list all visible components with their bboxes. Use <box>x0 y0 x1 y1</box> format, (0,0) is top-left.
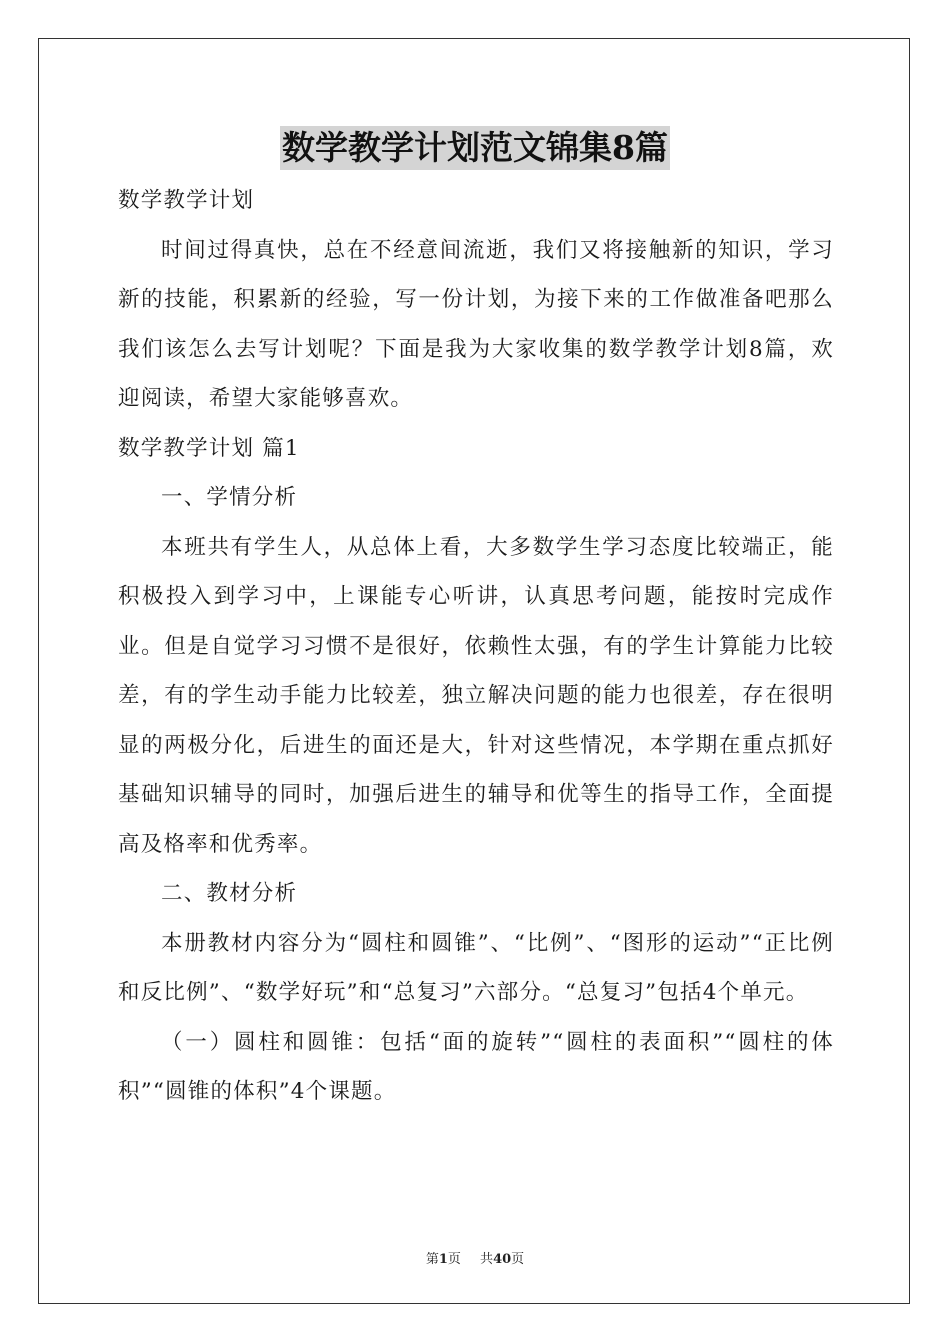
paragraph: 数学教学计划 篇1 <box>118 435 300 461</box>
total-prefix: 共 <box>480 1252 494 1267</box>
page-prefix: 第 <box>425 1252 439 1267</box>
paragraph: （一）圆柱和圆锥：包括“面的旋转”“圆柱的表面积”“圆柱的体积”“圆锥的体积”4个课题。 <box>118 1029 834 1104</box>
paragraph: 一、学情分析 <box>161 485 298 510</box>
page-indicator <box>426 1252 461 1267</box>
paragraph: 数学教学计划 <box>118 188 255 213</box>
page-footer <box>0 1248 950 1267</box>
paragraph: 二、教材分析 <box>161 881 298 906</box>
paragraph: 时间过得真快，总在不经意间流逝，我们又将接触新的知识，学习新的技能，积累新的经验，写一份计划，为接下来的工作做准备吧那么我们该怎么去写计划呢？下面是我为大家收集的数学教学计划8篇，欢迎阅读，希望大家能够喜欢。 <box>118 237 834 411</box>
total-suffix: 页 <box>511 1252 525 1267</box>
page-suffix: 页 <box>447 1252 461 1267</box>
title-container <box>0 126 950 170</box>
paragraph: 本班共有学生人，从总体上看，大多数学生学习态度比较端正，能积极投入到学习中，上课能专心听讲，认真思考问题，能按时完成作业。但是自觉学习习惯不是很好，依赖性太强，有的学生计算能力比较差，有的学生动手能力比较差，独立解决问题的能力也很差，存在很明显的两极分化，后进生的面还是大，针对这些情况，本学期在重点抓好基础知识辅导的同时，加强后进生的辅导和优等生的指导工作，全面提高及格率和优秀率。 <box>118 534 834 857</box>
total-pages-indicator <box>480 1252 524 1267</box>
page-number: 1 <box>438 1252 448 1267</box>
total-pages: 40 <box>493 1252 512 1267</box>
document-body <box>118 176 834 1117</box>
paragraph: 本册教材内容分为“圆柱和圆锥”、“比例”、“图形的运动”“正比例和反比例”、“数学好玩”和“总复习”六部分。“总复习”包括4个单元。 <box>118 930 834 1005</box>
document-title: 数学教学计划范文锦集8篇 <box>280 126 670 170</box>
